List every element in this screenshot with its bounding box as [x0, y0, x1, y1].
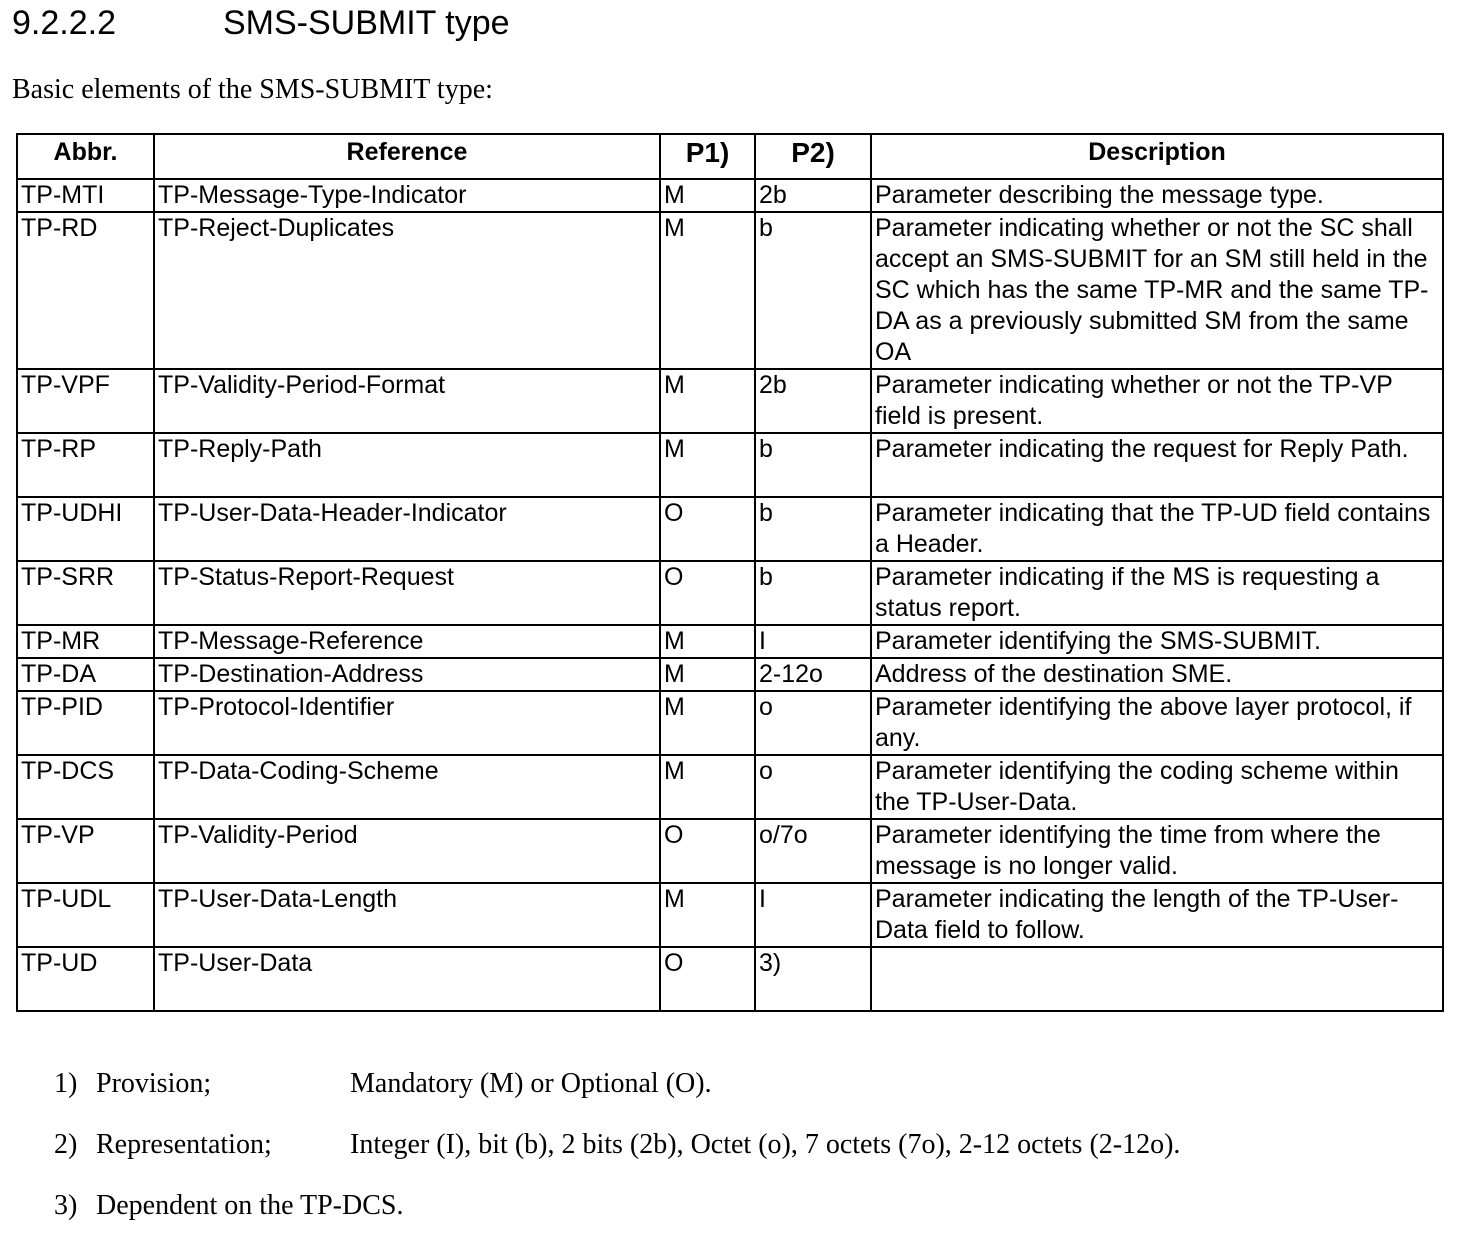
- header-representation: P2): [755, 134, 871, 179]
- cell-abbr: TP-MR: [17, 625, 154, 658]
- intro-text: Basic elements of the SMS-SUBMIT type:: [12, 74, 493, 105]
- table-row: [17, 179, 1443, 212]
- footnote-text: Integer (I), bit (b), 2 bits (2b), Octet (o), 7 octets (7o), 2-12 octets (2-12o).: [350, 1129, 1181, 1160]
- cell-provision: M: [660, 433, 755, 497]
- cell-representation: o: [755, 691, 871, 755]
- section-title: SMS-SUBMIT type: [223, 4, 510, 42]
- cell-description: Parameter identifying the SMS-SUBMIT.: [871, 625, 1443, 658]
- cell-provision: M: [660, 658, 755, 691]
- cell-representation: b: [755, 433, 871, 497]
- cell-representation: o/7o: [755, 819, 871, 883]
- table-row: [17, 212, 1443, 369]
- cell-description: Parameter identifying the time from where the message is no longer valid.: [871, 819, 1443, 883]
- cell-provision: M: [660, 883, 755, 947]
- cell-provision: M: [660, 369, 755, 433]
- footnote-text: Mandatory (M) or Optional (O).: [350, 1068, 712, 1099]
- cell-description: Parameter indicating whether or not the SC shall accept an SMS-SUBMIT for an SM still held in the SC which has the same TP-MR and the same TP-DA as a previously submitted SM from the same OA: [871, 212, 1443, 369]
- cell-provision: M: [660, 755, 755, 819]
- cell-description: Parameter indicating if the MS is requesting a status report.: [871, 561, 1443, 625]
- cell-reference: TP-Reject-Duplicates: [154, 212, 660, 369]
- sms-submit-table: [16, 133, 1444, 1012]
- cell-abbr: TP-DA: [17, 658, 154, 691]
- footnote-number: 2): [54, 1129, 78, 1160]
- table-row: [17, 947, 1443, 1011]
- header-description: Description: [871, 134, 1443, 179]
- table-row: [17, 819, 1443, 883]
- section-number: 9.2.2.2: [12, 4, 116, 42]
- table-row: [17, 625, 1443, 658]
- table-row: [17, 658, 1443, 691]
- cell-description: Parameter describing the message type.: [871, 179, 1443, 212]
- cell-reference: TP-Message-Reference: [154, 625, 660, 658]
- cell-abbr: TP-UDHI: [17, 497, 154, 561]
- cell-reference: TP-Protocol-Identifier: [154, 691, 660, 755]
- cell-reference: TP-Validity-Period-Format: [154, 369, 660, 433]
- cell-reference: TP-User-Data-Header-Indicator: [154, 497, 660, 561]
- header-provision: P1): [660, 134, 755, 179]
- cell-description: Parameter indicating the request for Reply Path.: [871, 433, 1443, 497]
- table-header-row: [17, 134, 1443, 179]
- cell-representation: 3): [755, 947, 871, 1011]
- cell-reference: TP-Status-Report-Request: [154, 561, 660, 625]
- cell-reference: TP-Destination-Address: [154, 658, 660, 691]
- cell-representation: 2-12o: [755, 658, 871, 691]
- table-row: [17, 433, 1443, 497]
- header-abbr: Abbr.: [17, 134, 154, 179]
- cell-description: [871, 947, 1443, 1011]
- cell-abbr: TP-UDL: [17, 883, 154, 947]
- cell-description: Parameter indicating whether or not the TP-VP field is present.: [871, 369, 1443, 433]
- table-row: [17, 561, 1443, 625]
- footnote-term: Dependent on the TP-DCS.: [96, 1190, 404, 1221]
- cell-abbr: TP-UD: [17, 947, 154, 1011]
- cell-reference: TP-Validity-Period: [154, 819, 660, 883]
- cell-reference: TP-User-Data: [154, 947, 660, 1011]
- cell-representation: 2b: [755, 179, 871, 212]
- cell-reference: TP-Data-Coding-Scheme: [154, 755, 660, 819]
- cell-representation: b: [755, 212, 871, 369]
- cell-provision: M: [660, 625, 755, 658]
- footnote-number: 3): [54, 1190, 78, 1221]
- cell-representation: I: [755, 883, 871, 947]
- cell-representation: b: [755, 497, 871, 561]
- cell-abbr: TP-DCS: [17, 755, 154, 819]
- cell-provision: M: [660, 691, 755, 755]
- cell-representation: 2b: [755, 369, 871, 433]
- table-row: [17, 755, 1443, 819]
- cell-abbr: TP-RP: [17, 433, 154, 497]
- cell-abbr: TP-RD: [17, 212, 154, 369]
- cell-abbr: TP-VP: [17, 819, 154, 883]
- cell-provision: M: [660, 179, 755, 212]
- table-row: [17, 883, 1443, 947]
- cell-description: Parameter indicating that the TP-UD field contains a Header.: [871, 497, 1443, 561]
- table-row: [17, 369, 1443, 433]
- cell-reference: TP-Reply-Path: [154, 433, 660, 497]
- cell-provision: O: [660, 819, 755, 883]
- cell-representation: b: [755, 561, 871, 625]
- cell-provision: O: [660, 947, 755, 1011]
- cell-abbr: TP-VPF: [17, 369, 154, 433]
- cell-abbr: TP-SRR: [17, 561, 154, 625]
- cell-reference: TP-Message-Type-Indicator: [154, 179, 660, 212]
- footnote-term: Representation;: [96, 1129, 272, 1160]
- cell-description: Parameter identifying the coding scheme within the TP-User-Data.: [871, 755, 1443, 819]
- table-row: [17, 497, 1443, 561]
- cell-description: Address of the destination SME.: [871, 658, 1443, 691]
- table-row: [17, 691, 1443, 755]
- cell-reference: TP-User-Data-Length: [154, 883, 660, 947]
- cell-abbr: TP-PID: [17, 691, 154, 755]
- cell-provision: O: [660, 561, 755, 625]
- header-reference: Reference: [154, 134, 660, 179]
- cell-description: Parameter identifying the above layer protocol, if any.: [871, 691, 1443, 755]
- cell-provision: O: [660, 497, 755, 561]
- footnote-number: 1): [54, 1068, 78, 1099]
- cell-representation: I: [755, 625, 871, 658]
- cell-provision: M: [660, 212, 755, 369]
- cell-description: Parameter indicating the length of the TP-User-Data field to follow.: [871, 883, 1443, 947]
- cell-representation: o: [755, 755, 871, 819]
- footnote-term: Provision;: [96, 1068, 212, 1099]
- cell-abbr: TP-MTI: [17, 179, 154, 212]
